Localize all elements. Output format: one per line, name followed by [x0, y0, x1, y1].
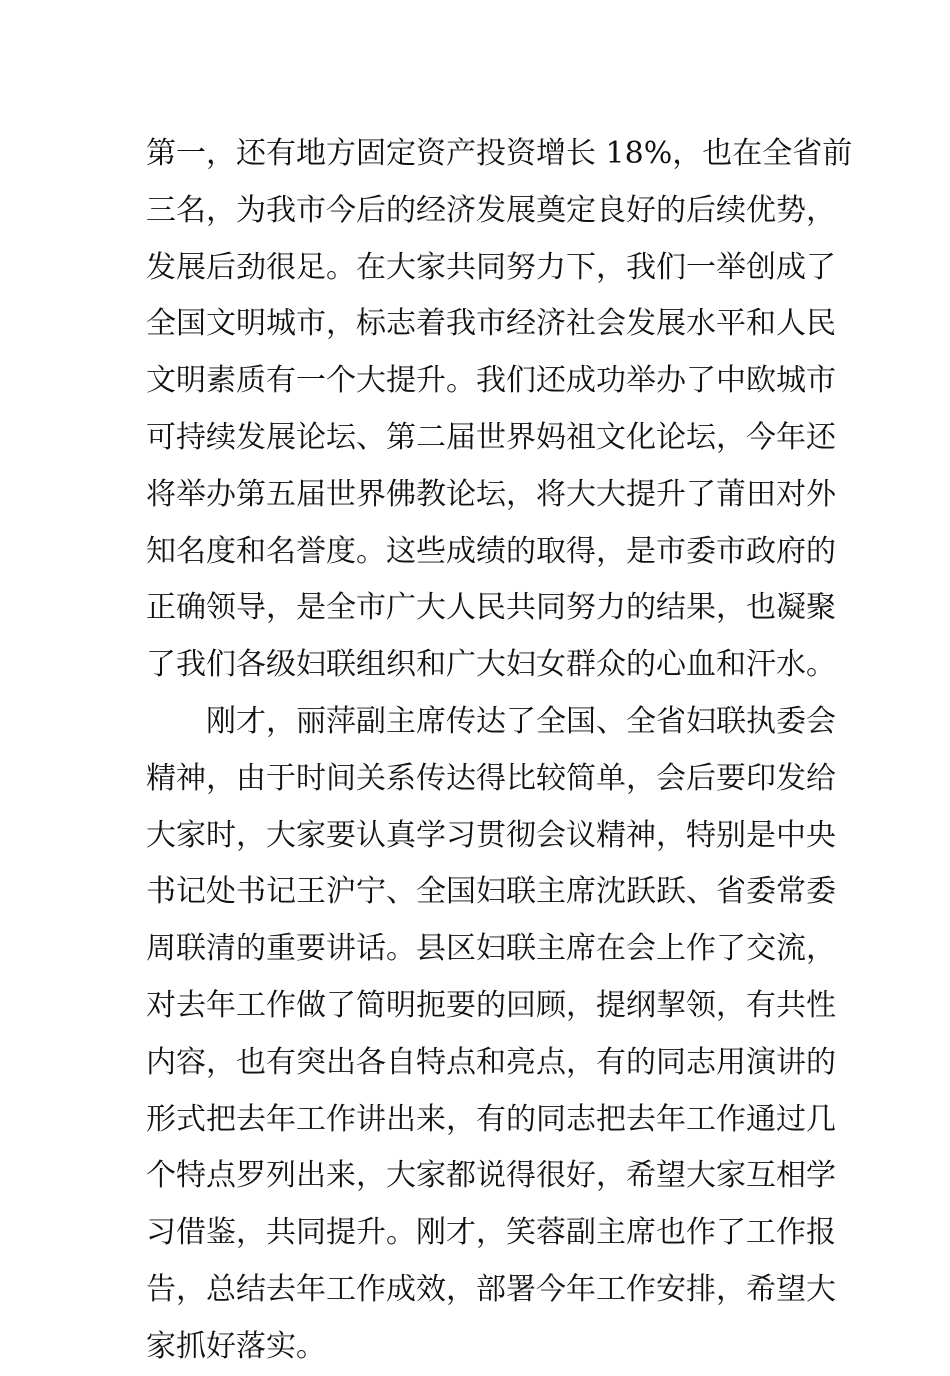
text-line: 发展后劲很足。在大家共同努力下，我们一举创成了 — [146, 249, 836, 285]
text-line: 三名，为我市今后的经济发展奠定良好的后续优势， — [146, 192, 836, 228]
text-line: 精神，由于时间关系传达得比较简单，会后要印发给 — [146, 760, 836, 796]
paragraph-1 — [146, 126, 853, 694]
text-line: 可持续发展论坛、第二届世界妈祖文化论坛，今年还 — [146, 419, 836, 455]
text-line: 内容，也有突出各自特点和亮点，有的同志用演讲的 — [146, 1044, 836, 1080]
text-line: 习借鉴，共同提升。刚才，笑蓉副主席也作了工作报 — [146, 1215, 836, 1251]
text-line: 了我们各级妇联组织和广大妇女群众的心血和汗水。 — [146, 647, 836, 683]
text-line: 知名度和名誉度。这些成绩的取得，是市委市政府的 — [146, 533, 836, 569]
text-line: 第一，还有地方固定资产投资增长 18%，也在全省前 — [146, 136, 853, 171]
text-line: 文明素质有一个大提升。我们还成功举办了中欧城市 — [146, 363, 836, 399]
text-line: 书记处书记王沪宁、全国妇联主席沈跃跃、省委常委 — [146, 874, 836, 910]
text-line: 家抓好落实。 — [146, 1328, 326, 1364]
text-line: 形式把去年工作讲出来，有的同志把去年工作通过几 — [146, 1101, 836, 1137]
body-text — [146, 126, 853, 1376]
text-line: 周联清的重要讲话。县区妇联主席在会上作了交流， — [146, 931, 836, 967]
paragraph-2 — [146, 694, 836, 1376]
text-line: 正确领导，是全市广大人民共同努力的结果，也凝聚 — [146, 590, 836, 626]
text-line: 个特点罗列出来，大家都说得很好，希望大家互相学 — [146, 1158, 836, 1194]
text-line: 全国文明城市，标志着我市经济社会发展水平和人民 — [146, 306, 836, 342]
text-line: 大家时，大家要认真学习贯彻会议精神，特别是中央 — [146, 817, 836, 853]
text-line: 对去年工作做了简明扼要的回顾，提纲挈领，有共性 — [146, 987, 836, 1023]
text-line: 刚才，丽萍副主席传达了全国、全省妇联执委会 — [206, 703, 836, 739]
text-line: 告，总结去年工作成效，部署今年工作安排，希望大 — [146, 1271, 836, 1307]
text-line: 将举办第五届世界佛教论坛，将大大提升了莆田对外 — [146, 476, 836, 512]
